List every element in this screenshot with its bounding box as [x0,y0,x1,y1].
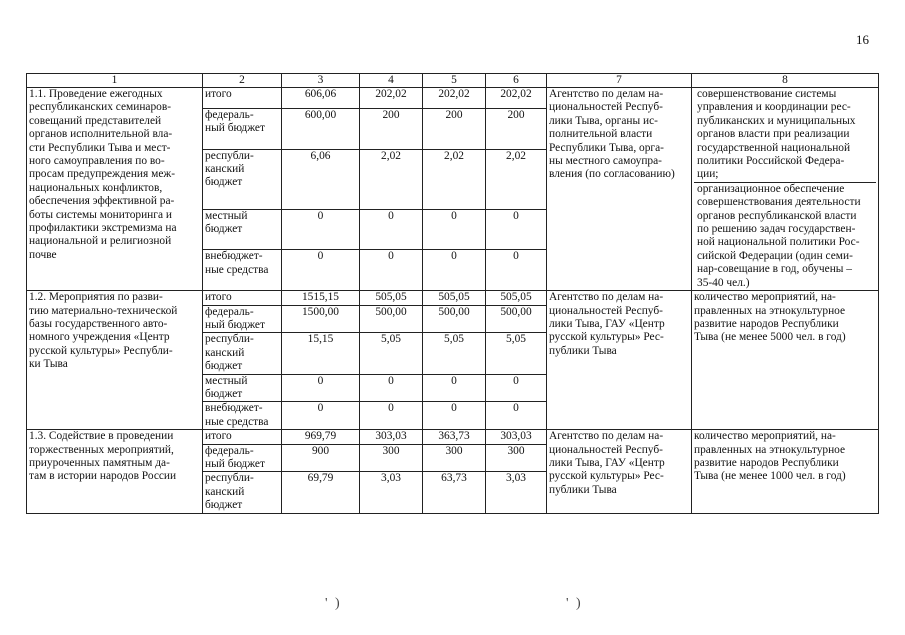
amount-total: 0 [282,250,360,291]
column-header: 7 [547,74,692,88]
footer-mark: ' ) [566,596,583,611]
footer-mark: ' ) [325,596,342,611]
funding-source: местный бюджет [203,374,282,402]
amount-total: 69,79 [282,472,360,513]
amount-y2: 300 [423,444,486,472]
amount-y1: 0 [360,250,423,291]
amount-y3: 505,05 [486,291,547,305]
column-header: 8 [692,74,879,88]
amount-total: 6,06 [282,149,360,209]
amount-y1: 2,02 [360,149,423,209]
amount-y2: 63,73 [423,472,486,513]
funding-source: итого [203,291,282,305]
funding-source: федераль- ный бюджет [203,444,282,472]
funding-source: итого [203,88,282,109]
amount-y2: 5,05 [423,333,486,374]
funding-source: внебюджет- ные средства [203,402,282,430]
amount-y2: 363,73 [423,430,486,444]
activity-name: 1.3. Содействие в проведении торжественных мероприятий, приуроченных памятным да- там в истории народов России [27,430,203,513]
amount-total: 0 [282,402,360,430]
funding-source: итого [203,430,282,444]
amount-y1: 505,05 [360,291,423,305]
amount-y2: 500,00 [423,305,486,333]
expected-results: количество мероприятий, на- правленных на этнокультурное развитие народов Республики Тыва (не менее 1000 чел. в год) [692,430,879,513]
funding-source: республи- канский бюджет [203,333,282,374]
amount-total: 600,00 [282,109,360,150]
amount-total: 15,15 [282,333,360,374]
column-header: 1 [27,74,203,88]
funding-source: внебюджет- ные средства [203,250,282,291]
amount-y2: 0 [423,374,486,402]
amount-y2: 200 [423,109,486,150]
amount-y3: 5,05 [486,333,547,374]
funding-source: федераль- ный бюджет [203,109,282,150]
amount-y1: 202,02 [360,88,423,109]
amount-total: 0 [282,374,360,402]
amount-y3: 303,03 [486,430,547,444]
funding-source: республи- канский бюджет [203,472,282,513]
column-header: 3 [282,74,360,88]
expected-result-item: организационное обеспечение совершенствования деятельности органов республиканской власти по решению задач государствен- ной национальной политики Рос- сийской Федерации (один семи- нар-совещание в год, обучены – 35-40 чел.) [697,182,861,289]
column-header: 5 [423,74,486,88]
amount-total: 900 [282,444,360,472]
activity-name: 1.1. Проведение ежегодных республиканских семинаров- совещаний представителей органов исполнительной вла- сти Республики Тыва и мест- ного самоуправления по во- просам предупреждения меж- национальных конфликтов, обеспечения эффективной ра- боты системы мониторинга и профилактики экстремизма на национальной и религиозной почве [27,88,203,291]
funding-source: республи- канский бюджет [203,149,282,209]
amount-y3: 300 [486,444,547,472]
page-number: 16 [856,32,869,47]
amount-y3: 500,00 [486,305,547,333]
amount-y1: 300 [360,444,423,472]
amount-total: 606,06 [282,88,360,109]
expected-results [692,88,879,291]
funding-source: местный бюджет [203,209,282,250]
amount-y2: 2,02 [423,149,486,209]
responsible-executors: Агентство по делам на- циональностей Респуб- лики Тыва, ГАУ «Центр русской культуры» Рес- публики Тыва [547,430,692,513]
amount-y1: 0 [360,402,423,430]
amount-y2: 0 [423,250,486,291]
amount-y1: 0 [360,209,423,250]
amount-total: 969,79 [282,430,360,444]
amount-y3: 202,02 [486,88,547,109]
column-header: 4 [360,74,423,88]
amount-y1: 3,03 [360,472,423,513]
column-header: 2 [203,74,282,88]
amount-y3: 0 [486,250,547,291]
funding-source: федераль- ный бюджет [203,305,282,333]
amount-y3: 200 [486,109,547,150]
amount-y2: 505,05 [423,291,486,305]
amount-y3: 0 [486,374,547,402]
amount-total: 1515,15 [282,291,360,305]
amount-y3: 2,02 [486,149,547,209]
amount-y1: 5,05 [360,333,423,374]
program-table [26,73,879,514]
amount-y1: 303,03 [360,430,423,444]
table-row [27,291,879,305]
amount-y3: 0 [486,402,547,430]
amount-y3: 0 [486,209,547,250]
amount-y2: 202,02 [423,88,486,109]
amount-y1: 200 [360,109,423,150]
amount-total: 0 [282,209,360,250]
amount-y2: 0 [423,209,486,250]
responsible-executors: Агентство по делам на- циональностей Респуб- лики Тыва, органы ис- полнительной власти Республики Тыва, орга- ны местного самоупра- вления (по согласованию) [547,88,692,291]
table-row [27,88,879,109]
amount-y1: 0 [360,374,423,402]
activity-name: 1.2. Мероприятия по разви- тию материально-технической базы государственного авто- номного учреждения «Центр русской культуры» Республи- ки Тыва [27,291,203,430]
expected-result-item: совершенствование системы управления и координации рес- публиканских и муниципальных органов власти при реализации государственной национальной политики Российской Федера- ции; [694,88,876,183]
amount-total: 1500,00 [282,305,360,333]
column-header: 6 [486,74,547,88]
expected-results: количество мероприятий, на- правленных на этнокультурное развитие народов Республики Тыва (не менее 5000 чел. в год) [692,291,879,430]
responsible-executors: Агентство по делам на- циональностей Респуб- лики Тыва, ГАУ «Центр русской культуры» Рес- публики Тыва [547,291,692,430]
amount-y2: 0 [423,402,486,430]
header-row [27,74,879,88]
table-row [27,430,879,444]
amount-y3: 3,03 [486,472,547,513]
amount-y1: 500,00 [360,305,423,333]
